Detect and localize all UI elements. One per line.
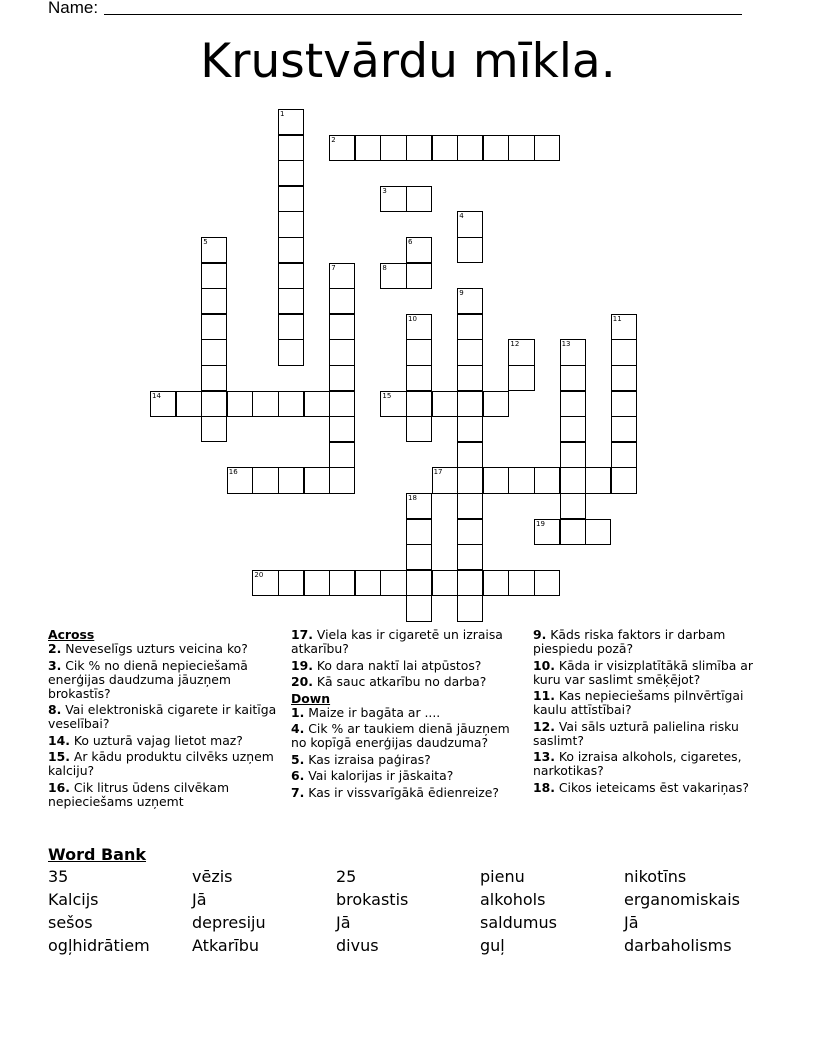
word-bank-item: sešos	[48, 913, 93, 932]
crossword-cell[interactable]	[406, 339, 432, 365]
crossword-cell[interactable]	[457, 570, 483, 596]
crossword-cell[interactable]	[457, 237, 483, 263]
clue-number-label: 4	[459, 212, 464, 221]
crossword-cell[interactable]	[329, 442, 355, 468]
down-clue-number: 11.	[533, 688, 555, 703]
word-bank-item: Kalcijs	[48, 890, 99, 909]
down-clue-text: Cikos ieteicams ēst vakariņas?	[554, 779, 749, 795]
crossword-cell[interactable]	[329, 467, 355, 493]
clue-number-label: 15	[382, 391, 392, 400]
word-bank-item: vēzis	[192, 867, 233, 886]
across-clue-number: 17.	[291, 627, 313, 642]
clues-column-1	[48, 628, 283, 811]
across-clue-number: 19.	[291, 657, 313, 673]
crossword-cell[interactable]	[406, 544, 432, 570]
crossword-cell[interactable]	[508, 365, 534, 391]
crossword-cell[interactable]	[457, 519, 483, 545]
clue-number-label: 1	[280, 110, 285, 118]
crossword-cell[interactable]	[201, 339, 227, 365]
crossword-cell[interactable]	[406, 570, 432, 596]
crossword-cell[interactable]	[406, 493, 432, 519]
down-clue-number: 12.	[533, 718, 555, 734]
across-clue-text: Viela kas ir cigaretē un izraisa atkarību?	[291, 627, 503, 656]
crossword-cell[interactable]	[457, 211, 483, 237]
clue-number-label: 5	[203, 238, 208, 246]
crossword-cell[interactable]	[457, 391, 483, 417]
crossword-cell[interactable]	[457, 339, 483, 365]
crossword-cell[interactable]	[380, 391, 406, 417]
crossword-cell[interactable]	[329, 391, 355, 417]
word-bank-item: brokastis	[336, 890, 409, 909]
crossword-cell[interactable]	[278, 109, 304, 135]
word-bank-title: Word Bank	[48, 845, 147, 864]
crossword-cell[interactable]	[252, 467, 278, 493]
clue-number-label: 11	[612, 314, 622, 323]
crossword-cell[interactable]	[406, 237, 432, 263]
across-clue	[48, 734, 283, 748]
down-clue	[533, 689, 773, 717]
clue-number-label: 14	[152, 391, 161, 400]
crossword-cell[interactable]	[380, 263, 406, 289]
down-clue-text: Maize ir bagāta ar ....	[304, 704, 441, 720]
crossword-cell[interactable]	[457, 416, 483, 442]
clue-number-label: 16	[228, 468, 238, 477]
crossword-cell[interactable]	[611, 314, 637, 340]
across-clue	[291, 628, 526, 656]
across-header: Across	[48, 627, 95, 642]
word-bank-item: ogļhidrātiem	[48, 936, 150, 955]
crossword-cell[interactable]	[278, 211, 304, 237]
name-line[interactable]	[104, 14, 742, 15]
down-clue-number: 10.	[533, 657, 555, 673]
word-bank-item: Atkarību	[192, 936, 260, 955]
word-bank-item: 35	[48, 867, 69, 886]
crossword-cell[interactable]	[252, 391, 278, 417]
crossword-cell[interactable]	[278, 237, 304, 263]
crossword-cell[interactable]	[457, 467, 483, 493]
word-bank-item: Jā	[624, 913, 639, 932]
crossword-cell[interactable]	[329, 135, 355, 161]
crossword-cell[interactable]	[508, 570, 534, 596]
clue-number-label: 20	[254, 570, 264, 579]
down-clue-number: 18.	[533, 779, 555, 795]
down-clue	[291, 769, 526, 783]
crossword-cell[interactable]	[304, 391, 330, 417]
crossword-cell[interactable]	[355, 135, 381, 161]
crossword-cell[interactable]	[560, 467, 586, 493]
crossword-cell[interactable]	[150, 391, 176, 417]
down-clue-number: 6.	[291, 768, 305, 783]
across-clue-text: Cik litrus ūdens cilvēkam nepieciešams uzņemt	[48, 779, 230, 809]
across-clue-text: Neveselīgs uzturs veicina ko?	[61, 641, 248, 656]
word-bank-item: darbaholisms	[624, 936, 732, 955]
crossword-cell[interactable]	[406, 186, 432, 212]
crossword-cell[interactable]	[483, 135, 509, 161]
crossword-cell[interactable]	[534, 570, 560, 596]
clues-column-3	[533, 628, 773, 797]
word-bank-item: 25	[336, 867, 357, 886]
crossword-cell[interactable]	[227, 391, 253, 417]
crossword-cell[interactable]	[560, 416, 586, 442]
crossword-cell[interactable]	[560, 519, 586, 545]
down-clue-number: 7.	[291, 784, 305, 800]
across-clue	[291, 675, 526, 689]
crossword-cell[interactable]	[201, 263, 227, 289]
across-clue-list-continued	[291, 628, 526, 689]
down-clue-text: Vai kalorijas ir jāskaita?	[304, 768, 454, 783]
crossword-cell[interactable]	[201, 314, 227, 340]
across-clue-number: 2.	[48, 641, 62, 656]
crossword-cell[interactable]	[560, 493, 586, 519]
crossword-cell[interactable]	[329, 314, 355, 340]
crossword-cell[interactable]	[252, 570, 278, 596]
across-clue-text: Ar kādu produktu cilvēks uzņem kalciju?	[48, 749, 274, 778]
crossword-cell[interactable]	[278, 391, 304, 417]
crossword-cell[interactable]	[278, 160, 304, 186]
word-bank-item: Jā	[192, 890, 207, 909]
across-clue	[48, 781, 283, 809]
crossword-cell[interactable]	[457, 314, 483, 340]
crossword-cell[interactable]	[278, 186, 304, 212]
crossword-cell[interactable]	[278, 314, 304, 340]
down-clue-text: Kāds riska faktors ir darbam piespiedu pozā?	[533, 627, 726, 656]
down-clue-text: Kas izraisa paģiras?	[304, 751, 431, 767]
crossword-cell[interactable]	[278, 135, 304, 161]
crossword-cell[interactable]	[278, 570, 304, 596]
crossword-cell[interactable]	[304, 467, 330, 493]
crossword-cell[interactable]	[457, 595, 483, 621]
crossword-cell[interactable]	[406, 391, 432, 417]
word-bank-item: pienu	[480, 867, 525, 886]
crossword-cell[interactable]	[406, 416, 432, 442]
crossword-cell[interactable]	[329, 288, 355, 314]
clue-number-label: 8	[382, 263, 387, 272]
across-clue-list	[48, 642, 283, 809]
crossword-cell[interactable]	[560, 442, 586, 468]
across-clue-text: Ko uzturā vajag lietot maz?	[69, 732, 243, 748]
crossword-cell[interactable]	[508, 467, 534, 493]
down-clue	[533, 628, 773, 656]
across-clue	[48, 642, 283, 656]
down-clue-number: 13.	[533, 749, 555, 764]
down-clue-number: 4.	[291, 721, 305, 736]
down-clue	[291, 753, 526, 767]
across-clue	[48, 659, 283, 701]
down-clue	[291, 786, 526, 800]
across-clue-number: 15.	[48, 749, 70, 764]
clues-column-2	[291, 628, 526, 802]
crossword-cell[interactable]	[457, 442, 483, 468]
clue-number-label: 3	[382, 186, 387, 195]
clue-number-label: 17	[433, 468, 443, 477]
crossword-cell[interactable]	[201, 365, 227, 391]
across-clue	[48, 703, 283, 731]
crossword-cell[interactable]	[611, 442, 637, 468]
crossword-cell[interactable]	[201, 391, 227, 417]
down-clue-text: Vai sāls uzturā palielina risku saslimt?	[533, 718, 739, 748]
across-clue-number: 16.	[48, 779, 70, 795]
crossword-cell[interactable]	[432, 570, 458, 596]
across-clue-number: 20.	[291, 674, 313, 689]
crossword-cell[interactable]	[560, 391, 586, 417]
crossword-cell[interactable]	[534, 519, 560, 545]
crossword-cell[interactable]	[278, 288, 304, 314]
clue-number-label: 19	[536, 519, 545, 528]
word-bank-item: alkohols	[480, 890, 546, 909]
crossword-cell[interactable]	[534, 467, 560, 493]
crossword-cell[interactable]	[432, 467, 458, 493]
crossword-cell[interactable]	[457, 493, 483, 519]
down-clue	[533, 720, 773, 748]
down-clue	[533, 781, 773, 795]
across-clue-text: Cik % no dienā nepieciešamā enerģijas daudzuma jāuzņem brokastīs?	[48, 657, 248, 701]
down-clue-number: 5.	[291, 751, 305, 767]
crossword-cell[interactable]	[406, 135, 432, 161]
crossword-cell[interactable]	[380, 570, 406, 596]
clue-number-label: 12	[510, 340, 520, 349]
across-clue-text: Vai elektroniskā cigarete ir kaitīga veselībai?	[48, 702, 277, 731]
down-clue-text: Kāda ir visizplatītākā slimība ar kuru var saslimt smēķējot?	[533, 657, 753, 687]
crossword-cell[interactable]	[611, 391, 637, 417]
across-clue-number: 14.	[48, 732, 70, 748]
page-title: Krustvārdu mīkla.	[200, 34, 616, 89]
crossword-cell[interactable]	[483, 391, 509, 417]
down-clue-text: Kas nepieciešams pilnvērtīgai kaulu attīstībai?	[533, 688, 744, 717]
clue-number-label: 7	[331, 263, 336, 272]
across-clue-text: Kā sauc atkarību no darba?	[312, 674, 487, 689]
across-clue-number: 3.	[48, 657, 62, 673]
crossword-cell[interactable]	[585, 467, 611, 493]
crossword-cell[interactable]	[611, 416, 637, 442]
crossword-cell[interactable]	[355, 570, 381, 596]
crossword-cell[interactable]	[483, 467, 509, 493]
word-bank-item: guļ	[480, 936, 505, 955]
word-bank-item: erganomiskais	[624, 890, 740, 909]
name-label: Name:	[48, 0, 99, 17]
clue-number-label: 13	[561, 340, 571, 349]
down-clue	[533, 750, 773, 778]
crossword-cell[interactable]	[406, 263, 432, 289]
crossword-cell[interactable]	[278, 263, 304, 289]
down-clue	[291, 722, 526, 750]
word-bank-item: saldumus	[480, 913, 557, 932]
crossword-cell[interactable]	[304, 570, 330, 596]
crossword-cell[interactable]	[278, 339, 304, 365]
crossword-cell[interactable]	[508, 339, 534, 365]
crossword-cell[interactable]	[329, 339, 355, 365]
down-clue	[533, 659, 773, 687]
crossword-cell[interactable]	[457, 135, 483, 161]
crossword-cell[interactable]	[508, 135, 534, 161]
clue-number-label: 9	[459, 289, 464, 298]
crossword-cell[interactable]	[329, 416, 355, 442]
crossword-cell[interactable]	[278, 467, 304, 493]
crossword-cell[interactable]	[380, 135, 406, 161]
crossword-cell[interactable]	[457, 288, 483, 314]
crossword-cell[interactable]	[585, 519, 611, 545]
crossword-cell[interactable]	[406, 595, 432, 621]
across-clue-text: Ko dara naktī lai atpūstos?	[312, 657, 482, 673]
crossword-cell[interactable]	[457, 365, 483, 391]
across-clue	[291, 659, 526, 673]
down-clue-number: 9.	[533, 627, 547, 642]
crossword-cell[interactable]	[483, 570, 509, 596]
word-bank-item: divus	[336, 936, 379, 955]
crossword-cell[interactable]	[201, 416, 227, 442]
down-clue-text: Cik % ar taukiem dienā jāuzņem no kopīgā enerģijas daudzuma?	[291, 721, 510, 750]
crossword-cell[interactable]	[611, 365, 637, 391]
crossword-cell[interactable]	[534, 135, 560, 161]
down-clue-text: Ko izraisa alkohols, cigaretes, narkotikas?	[533, 749, 742, 778]
crossword-cell[interactable]	[227, 467, 253, 493]
crossword-cell[interactable]	[406, 519, 432, 545]
down-clue-list	[291, 706, 526, 800]
crossword-cell[interactable]	[560, 339, 586, 365]
clue-number-label: 6	[408, 238, 413, 246]
crossword-cell[interactable]	[406, 365, 432, 391]
crossword-cell[interactable]	[176, 391, 202, 417]
crossword-cell[interactable]	[611, 339, 637, 365]
crossword-cell[interactable]	[380, 186, 406, 212]
word-bank-item: Jā	[336, 913, 351, 932]
clue-number-label: 18	[408, 494, 417, 502]
crossword-cell[interactable]	[406, 314, 432, 340]
crossword-cell[interactable]	[201, 237, 227, 263]
crossword-cell[interactable]	[611, 467, 637, 493]
clue-number-label: 10	[408, 314, 417, 323]
down-clue-number: 1.	[291, 704, 305, 720]
crossword-cell[interactable]	[457, 544, 483, 570]
crossword-cell[interactable]	[560, 365, 586, 391]
crossword-cell[interactable]	[432, 391, 458, 417]
down-clue-text: Kas ir vissvarīgākā ēdienreize?	[304, 784, 499, 800]
crossword-cell[interactable]	[329, 570, 355, 596]
clue-number-label: 2	[331, 135, 336, 144]
word-bank-item: nikotīns	[624, 867, 687, 886]
across-clue	[48, 750, 283, 778]
down-clue-list-continued	[533, 628, 773, 795]
word-bank	[48, 867, 768, 959]
down-header: Down	[291, 690, 331, 706]
crossword-cell[interactable]	[329, 263, 355, 289]
word-bank-item: depresiju	[192, 913, 266, 932]
crossword-cell[interactable]	[432, 135, 458, 161]
crossword-cell[interactable]	[329, 365, 355, 391]
down-clue	[291, 706, 526, 720]
across-clue-number: 8.	[48, 702, 62, 717]
crossword-cell[interactable]	[201, 288, 227, 314]
